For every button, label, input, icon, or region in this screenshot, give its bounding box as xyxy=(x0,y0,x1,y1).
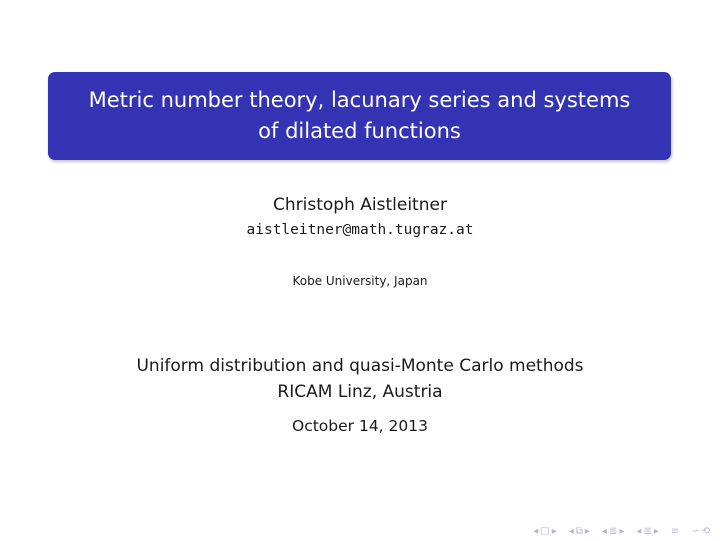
nav-back-icon[interactable]: ∽ xyxy=(691,526,700,537)
nav-subsection-prev-icon[interactable]: ◂ xyxy=(568,526,574,537)
beamer-navigation-bar xyxy=(533,526,710,537)
nav-frame-prev-icon[interactable]: ◂ xyxy=(533,526,539,537)
nav-document-icon[interactable]: ≡ xyxy=(670,526,680,537)
nav-frame-next-icon[interactable]: ▸ xyxy=(551,526,557,537)
nav-section-icon[interactable]: ≣ xyxy=(608,526,618,537)
nav-subsection-next-icon[interactable]: ▸ xyxy=(584,526,590,537)
title-line-2: of dilated functions xyxy=(258,119,461,143)
title-line-1: Metric number theory, lacunary series and systems xyxy=(88,88,631,112)
nav-section-next-icon[interactable]: ▸ xyxy=(619,526,625,537)
nav-section-prev-icon[interactable]: ◂ xyxy=(601,526,607,537)
institute: Kobe University, Japan xyxy=(292,274,428,288)
nav-search-icon[interactable]: ⟲ xyxy=(701,526,710,537)
nav-subsection-icon[interactable]: ⧉ xyxy=(575,526,583,537)
presentation-date: October 14, 2013 xyxy=(292,417,428,435)
author-email: aistleitner@math.tugraz.at xyxy=(246,222,474,238)
event-block xyxy=(0,353,720,405)
event-location: RICAM Linz, Austria xyxy=(277,382,443,402)
nav-subsection2-prev-icon[interactable]: ◂ xyxy=(636,526,642,537)
nav-subsection2-next-icon[interactable]: ▸ xyxy=(653,526,659,537)
author-name: Christoph Aistleitner xyxy=(273,195,447,215)
nav-frame-icon[interactable]: □ xyxy=(540,526,550,537)
event-name: Uniform distribution and quasi-Monte Carlo methods xyxy=(136,356,584,376)
nav-subsection2-icon[interactable]: ≣ xyxy=(643,526,652,537)
title-block xyxy=(48,72,671,160)
